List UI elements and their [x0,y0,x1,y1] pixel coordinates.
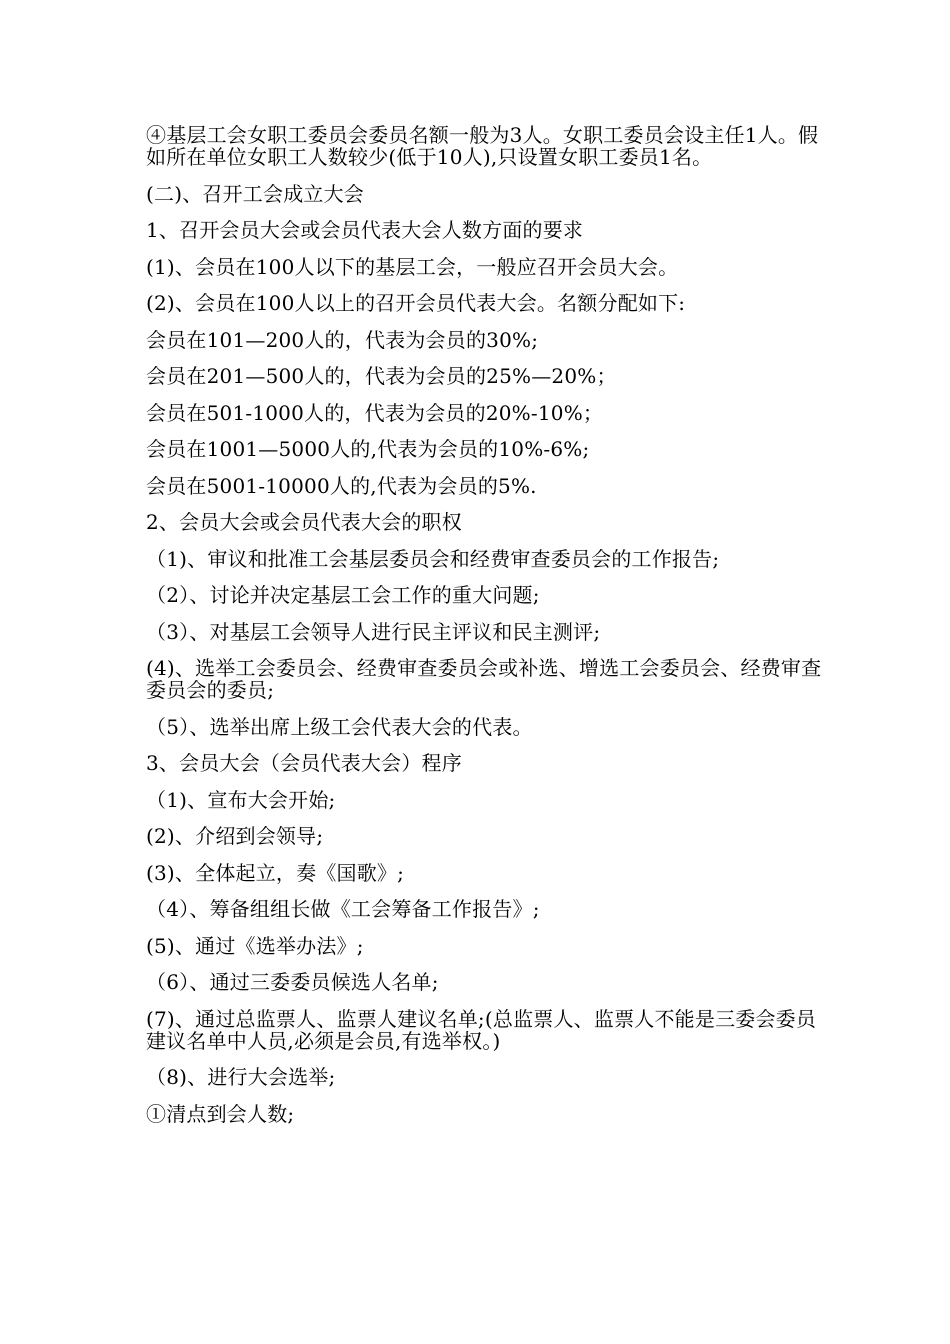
quota-line: 会员在1001—5000人的,代表为会员的10%-6%; [146,437,590,461]
heading-congress-powers: 2、会员大会或会员代表大会的职权 [146,510,462,534]
list-item: （1)、宣布大会开始; [146,787,336,812]
heading-attendance-requirements: 1、召开会员大会或会员代表大会人数方面的要求 [146,218,584,242]
heading-founding-congress: (二)、召开工会成立大会 [146,181,365,206]
list-item: (4)、选举工会委员会、经费审查委员会或补选、增选工会委员会、经费审查委员会的委员; [146,656,822,702]
paragraph-women-committee: ④基层工会女职工委员会委员名额一般为3人。女职工委员会设主任1人。假如所在单位女职工人数较少(低于10人),只设置女职工委员1名。 [146,123,819,169]
list-item: （1)、审议和批准工会基层委员会和经费审查委员会的工作报告; [146,546,720,571]
list-item: (3)、全体起立，奏《国歌》; [146,860,405,885]
list-item: （8)、进行大会选举; [146,1065,336,1089]
quota-line: 会员在501-1000人的，代表为会员的20%-10%； [146,400,604,425]
list-item: ①清点到会人数; [146,1101,295,1126]
list-item: （2）、讨论并决定基层工会工作的重大问题; [146,583,540,607]
list-item: （5）、选举出席上级工会代表大会的代表。 [146,714,533,739]
list-item: (1)、会员在100人以下的基层工会，一般应召开会员大会。 [146,254,679,279]
list-item: （6）、通过三委委员候选人名单; [146,970,439,994]
list-item: (5)、通过《选举办法》; [146,933,364,958]
quota-line: 会员在201—500人的，代表为会员的25%—20%； [146,364,617,388]
heading-congress-procedure: 3、会员大会（会员代表大会）程序 [146,751,462,775]
quota-line: 会员在101—200人的，代表为会员的30%; [146,327,539,352]
list-item: （4）、筹备组组长做《工会筹备工作报告》; [146,897,540,921]
document-body [146,124,826,1139]
list-item: （3）、对基层工会领导人进行民主评议和民主测评; [146,619,601,644]
list-item: (2)、会员在100人以上的召开会员代表大会。名额分配如下: [146,291,686,315]
list-item: (7)、通过总监票人、监票人建议名单;(总监票人、监票人不能是三委会委员建议名单中人员,必须是会员,有选举权。) [146,1006,817,1053]
list-item: (2)、介绍到会领导; [146,824,324,848]
quota-line: 会员在5001-10000人的,代表为会员的5%. [146,473,537,498]
